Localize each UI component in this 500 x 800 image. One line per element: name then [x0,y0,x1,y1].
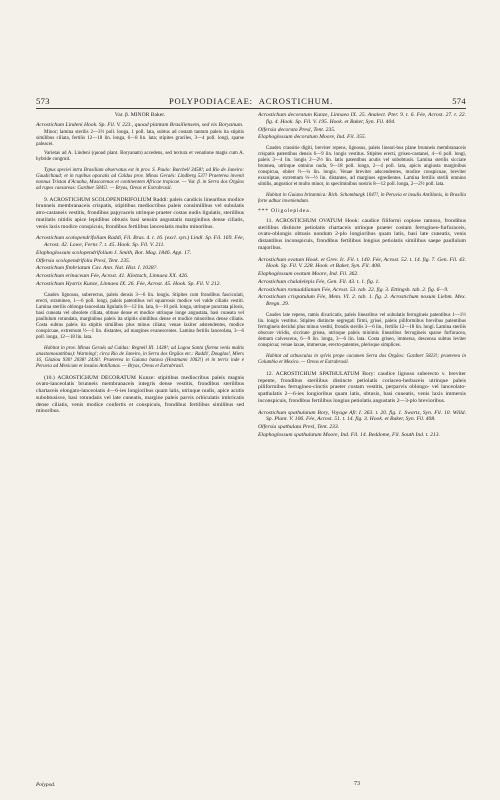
paragraph: Habitat in Guiana britannica: Rich. Schomburgk 1047!, in Peruvia et insulis Antillanis, in Brasilia forte adhuc inveniendum. [258,193,466,204]
paragraph: *** Oligolepidea. [258,208,312,214]
paragraph: 9. ACROSTICHUM SCOLOPENDRIFOLIUM Raddi: paleis candicis linearibus modice brunneis membranaceis crispatis, stipitibus mediocribus paleis consimilibus vel subulatis atro-castaneis vestitis, frondibus papyraceis utrinque praeter costas nudis ligulatis, sterilibus mutilatis nitidis apice lepidibus obtusis basi sensim angustatis marginibus dense ciliatis, venis laxis modice conspicuis, frondibus fertilibus lanceolatis multo minoribus. [36,196,244,230]
paragraph: 11. ACROSTICHUM OVATUM Hook: caudice filiformi copiose ramoso, frondibus sterilibus distincte petiolatis chartaceis utrinque praeter costam ferrugineo-furfuraceis, ovato-oblongis obtusis nondum 2-plo longioribus quam latis, basi late cuneatis, venis distantibus inconspicuis, frondibus fertilibus longius petiolatis similibus saepe paullulum majoribus. [258,217,466,251]
paragraph: Acrostichum decoratum Kunze, Linnaea IX. 25. Analect. Pter. 9. t. 6. Fée, Acrost. 27. t. 22. fig. 4. Hook. Sp. Fil. V. 195. Hook. et Baker, Syn. Fil. 404. [258,112,466,125]
right-column [258,112,466,440]
paragraph: Olfersia spathulata Presl, Tent. 233. [258,424,340,430]
paragraph: Olfersia decorata Presl, Tent. 235. [258,126,336,133]
paragraph: Acrostichum chalalelepis Fée, Gen. Fil. 43. t. 1. fig. 1. [258,278,380,285]
paragraph: Acrostichum ovatum Hook. et Grev. Ic. Fil. t. 140. Fée, Acrost. 52. t. 14. fig. 7. Gen. Fil. 43. Hook. Sp. Fil. V. 228. Hook. et Baker, Syn. Fil. 408. [258,256,466,270]
left-column [36,112,244,440]
paragraph: Acrostichum Hystrix Kunze, Linnaea IX. 26. Fée, Acrost. 45. Hook. Sp. Fil. V. 212. [36,280,221,287]
paragraph: Caudex late repens, ramis divaricatis, paleis linearibus vel subulatis ferrugineis patentibus 1—1½ lin. longis vestitus. Stipites distincte segregati firmi, grisei, paleis piliformibus brevibus patentibus ferrugineis decidui plus minus vestiti, frondis sterilis 3—6 lin., fertilis 12—18 lin. longi. Lamina sterilis obscure viridis, siccitate grisea, utrinque paleis minimis linearibus ferrugineis sparse furfuracea, demum calvescens, 6—9 lin. longa, 3—6 lin. lata. Costa griseo, immersa, descensa subtus leviter conspicua; venae laxae, immersae, erecto-patentes, plerisque simplices. [258,312,466,348]
paragraph: Elaphoglossum scolopendrifolium J. Smith, Bot. Mag. 1846. App. 17. [36,249,192,256]
paragraph: Acrostichum spathulatum Bory, Voyage Afr. I. 363. t. 20. fig. 1. Swartz, Syn. Fil. 10. Willd. Sp. Plant. V. 106. Fée, Acrost. 51. t. 14. fig. 3. Hook. et Baker, Syn. Fil. 408. [258,409,466,423]
paragraph: Elaphoglossum decoratum Moore, Ind. Fil. 355. [258,134,367,141]
paragraph: 12. ACROSTICHUM SPATHULATUM Bory: caudice lignoso suberecto v. breviter repente, frondibus sterilibus distincte petiolatis coriaceo-herbaceis utrinque paleis piliformibus ferrugineo-cinctis praeter costam vestitis, perparvis oblongo- vel lanceolato-spathulatis 2—6-ies longioribus quam latis, obtusis, basi cuneatis, venis laxis immersis inconspicuis, frondibus fertilibus longius petiolatis angustatis 2—3-plo brevioribus. [258,370,466,404]
paragraph: (10.) ACROSTICHUM DECORATUM Kunze: stipitibus mediocribus paleis magnis ovato-lanceolatis brunneis membranaceis integris dense vestitis, frondibus sterilibus chartaceis elongato-lanceolatis 4—6-ies longioribus quam latis, utrinque nudis, apice acutis subobtusisve, basi rotundatis vel late cuneatis, margine paleis parvis orbiculatis imbricatis dense ciliatis, venis modice confertis et conspicuis, frondibus fertilibus similibus sed minoribus. [36,374,244,415]
running-title: POLYPODIACEAE: ACROSTICHUM. [168,96,334,106]
paragraph: Varietas ad A. Lindeni (quoad plant. Boryanam) accedens, sed textura et venatione magis cum A. hybride congruit. [36,150,244,162]
paragraph: Acrostichum Lindeni Hook. Sp. Fil. V. 223., quoad plantam Brasiliensem, sed vix Boryanum. [36,121,244,128]
paragraph: Acrostichum fimbriatum Cav. Ann. Nat. Hist. I. 1028?. [36,265,158,272]
paragraph: Caudex lignosus, suberectus, paleis densis 3—6 lin. longis. Stipites cum frondibus fasciculati, erecti, stramineo, 1—6 poll. longi, paleis patentibus vel squarrosis modice vel valde ciliatis vestiti. Lamina sterilis oblonga-lanceolata ligulatis 8—12 lin. lata, 6—10 poll. longa, utrinque punctata pilosis, basi cuneata vel obsolete ciliata, obtuse dense et modice utrinque longe angustata, basi cuneata vel paullulum rotundata, marginibus paleis ita stipitis similibus dense et modice minoribus dense ciliatis. Costa subtus paleis ita stipitis similibus plus minus ciliata; venae laxiter adstendentes, modice conspicuae, extremum ½—1 lin. distantes, ad margines evanescentes. Lamina fertilis lanceolata, 3—6 poll. longa, 12—18 lin. lata. [36,292,244,340]
page-number-right: 574 [452,96,466,106]
paragraph: Habitat in prov. Minas Geraës ad Caldas: Regnell III. 1438!; ad Lagoa Santa (forma venis multis anastomosantibus): Warming!; circa Rio de Janeiro, in Serra dos Orgãos etc.: Raddi!, Douglas!, Miers 16, Glaziou 930! 2038! 2436!. Praeterea in Guiana batava (Hostmann 1062!) et in terris inde e Peruvia ad Mexicum et insulas Antillanas. — Bryas, Oreas et Extrabrasil. [36,345,244,369]
paragraph: Acrostichum erinaceum Fée, Acrost. 41. Klotzsch, Linnaea XX. 426. [36,273,189,279]
text-columns [36,112,466,440]
page-number-left: 573 [36,96,50,106]
signature-mark: Polypod. [36,782,56,788]
paragraph: Elaphoglossum spathulatum Moore, Ind. Fil. 14. Beddome, Fil. South Ind. t. 213. [258,431,440,438]
paragraph: Caudex crassitie digiti, breviter repens, lignosus, paleis lineari-bus plane brunneis membranaceis crispatis patentibus densis 6—9 lin. longis vestitus. Stipites erecti, griseo-castanei, 4—6 poll. longi, paleis 3—4 lin. longis 2—2½ lin. latis patentibus acutis vel subobtusis. Lamina sterilis sicciate brunnea, utrinque omnino nuda, 9—18 poll. longa, 2—4 poll. lata, apicis angiusta marginibus conspicua, obiter ½—¼ lin. longis. Venae breviter adscendentes, modice conspicuae, breviter exsculptae, extremum ⅓—½ lin. distantes, ad margines egredientes. Lamina fertilis sterili omnino similis, angustior et multo minor, in speciminibus nostris 8—12 poll. longa, 2—2½ poll. lata. [258,146,466,187]
running-head [36,96,466,109]
paragraph: Typus speciei intra Brasiliam observatus est in prov. S. Paulo: Burchell 3458!; ad Rio de Janeiro: Gaudichaud; et in rupibus opacatis ad Caldas prov. Minas Geraës: Lindberg 537! Praeterea invenit nonnus Tristan d'Acunha, Mascarenas et continentem Africae tropicae. — Var. β. in Serra dos Orgãos ad rupes caesareas: Gardner 5845!. — Bryas, Oreas et Extrabrasil. [36,167,244,191]
paragraph: Acrostichum crispatulum Fée, Mem. VI. 2. tab. 1. fig. 2. Acrostichum noxum Liebm. Mex. Bregn. 29. [258,294,466,307]
paragraph: Elaphoglossum ovatum Moore, Ind. Fil. 362. [258,271,359,277]
sheet-number: 73 [354,781,360,787]
paragraph: Acrostichum scolopendrifolium Raddi, Fil. Bras. 4. t. 16. (excl. syn.) Lindl. Sp. Fil. 169. Fée, Acrost. 42. Lowe, Ferns 7. t. 45. Hook. Sp. Fil. V. 211. [36,235,244,248]
paragraph: Habitat ad arbusculas in sylvis prope cacumen Serra dos Orgãos: Gardner 5823!; praeterea in Columbia et Mexico. — Oreas et Extrabrasil. [258,353,466,365]
paragraph: Var. β. MINOR Baker. [114,112,166,118]
paragraph: Minor; lamina sterilis 2—3½ poll. longa, 1 poll. lata, subtus ad costam tantum paleis ita stipitis similibus ciliata, fertilis 12—18 lin. longa, 6—8 lin. lata; stipites graciles, 3—4 poll. longi, sparse paleacei. [36,129,244,147]
paragraph: Acrostichum romualdianum Fée, Acrost. 53. tab. 22. fig. 3. Ettingsh. tab. 2. fig. 6—9. [258,286,449,293]
paragraph: Olfersia scolopendrifolia Presl, Tent. 235. [36,257,131,264]
